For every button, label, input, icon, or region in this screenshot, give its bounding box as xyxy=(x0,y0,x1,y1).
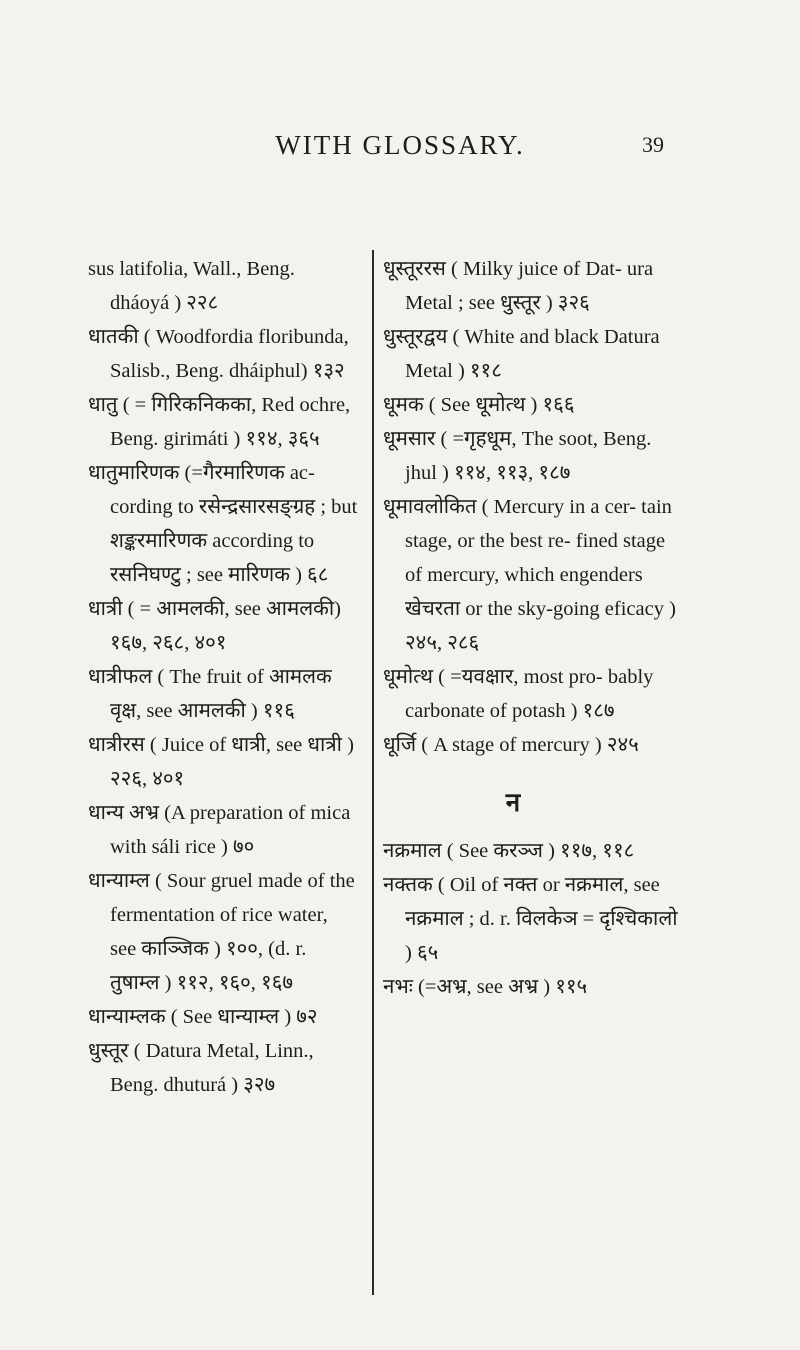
glossary-entry: धान्याम्लक ( See धान्याम्ल ) ७२ xyxy=(88,1006,318,1028)
glossary-entry: धातकी ( Woodfordia floribunda, Salisb., Beng. dháiphul) १३२ xyxy=(88,326,349,382)
section-letter-heading: न xyxy=(505,788,521,817)
glossary-entry: नक्तक ( Oil of नक्त or नक्रमाल, see नक्रमाल ; d. r. विलकेञ = दृश्चिकालो ) ६५ xyxy=(383,874,678,964)
glossary-entry: धुस्तूरद्वय ( White and black Datura Metal ) ११८ xyxy=(383,326,660,382)
glossary-entry: धातु ( = गिरिकनिकका, Red ochre, Beng. girimáti ) ११४, ३६५ xyxy=(88,394,351,450)
glossary-entry: धूस्तूररस ( Milky juice of Dat- ura Metal ; see धुस्तूर ) ३२६ xyxy=(383,258,654,314)
glossary-entry: धात्रीरस ( Juice of धात्री, see धात्री ) २२६, ४०१ xyxy=(88,734,354,790)
glossary-entry: धूमोत्थ ( =यवक्षार, most pro- bably carbonate of potash ) १८७ xyxy=(383,666,654,722)
glossary-entry: धुस्तूर ( Datura Metal, Linn., Beng. dhuturá ) ३२७ xyxy=(88,1040,314,1096)
glossary-entry: धूमक ( See धूमोत्थ ) १६६ xyxy=(383,394,575,416)
page-header xyxy=(0,130,800,170)
glossary-entry: धात्रीफल ( The fruit of आमलक वृक्ष, see आमलकी ) ११६ xyxy=(88,666,332,722)
glossary-column-right xyxy=(383,252,683,1004)
glossary-entry: धूमसार ( =गृहधूम, The soot, Beng. jhul ) ११४, ११३, १८७ xyxy=(383,428,652,484)
glossary-entry: sus latifolia, Wall., Beng. dháoyá ) २२८ xyxy=(88,258,295,314)
glossary-entry: नभः (=अभ्र, see अभ्र ) ११५ xyxy=(383,976,588,998)
glossary-entry: धूमावलोकित ( Mercury in a cer- tain stage, or the best re- fined stage of mercury, which engenders खेचरता or the sky-going eficacy ) २४५, २८६ xyxy=(383,496,676,654)
running-title: WITH GLOSSARY. xyxy=(275,130,525,160)
glossary-entry: धात्री ( = आमलकी, see आमलकी) १६७, २६८, ४०१ xyxy=(88,598,342,654)
glossary-entry: धातुमारिणक (=गैरमारिणक ac- cording to रसेन्द्रसारसङ्ग्रह ; but शङ्करमारिणक according to रसनिघण्टु ; see मारिणक ) ६८ xyxy=(88,462,358,586)
glossary-entry: धान्याम्ल ( Sour gruel made of the fermentation of rice water, see काञ्जिक ) १००, (d. r. तुषाम्ल ) ११२, १६०, १६७ xyxy=(88,870,355,994)
glossary-entry: नक्रमाल ( See करञ्ज ) ११७, ११८ xyxy=(383,840,635,862)
page-number: 39 xyxy=(642,132,664,157)
glossary-column-left xyxy=(88,252,358,1102)
column-divider xyxy=(372,250,374,1295)
glossary-entry: धूर्जि ( A stage of mercury ) २४५ xyxy=(383,734,639,756)
glossary-entry: धान्य अभ्र (A preparation of mica with sáli rice ) ७० xyxy=(88,802,351,858)
